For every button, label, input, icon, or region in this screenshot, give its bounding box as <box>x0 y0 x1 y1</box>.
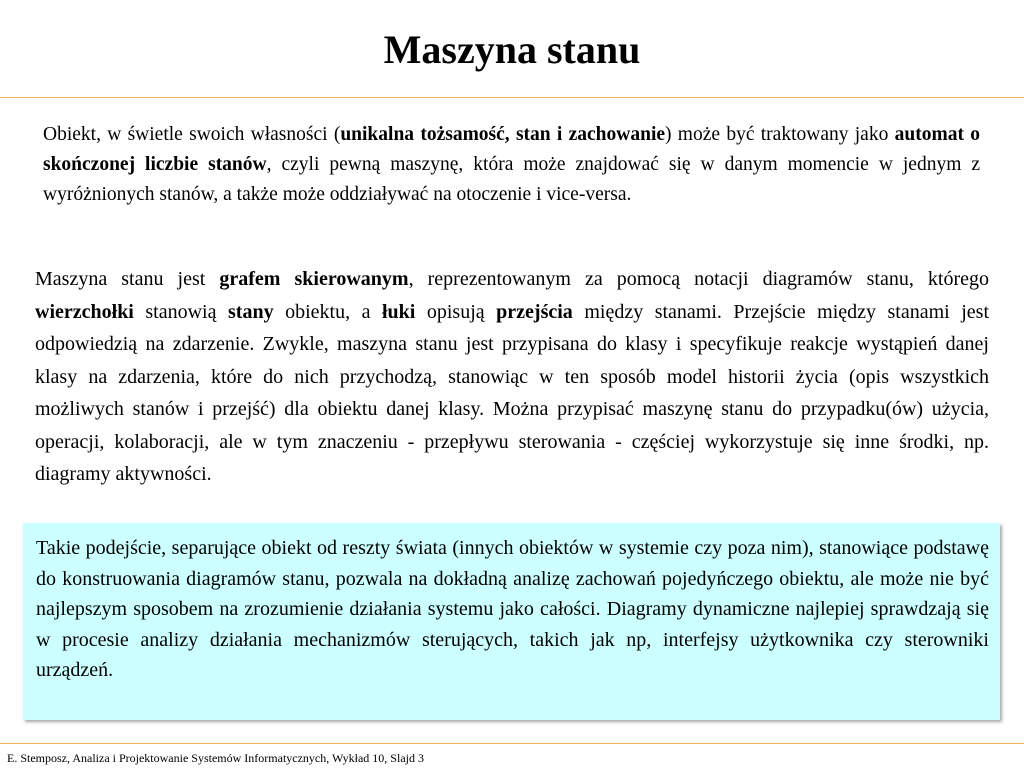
p2-text-3: stanowią <box>133 300 228 323</box>
p1-text-1: Obiekt, w świetle swoich własności ( <box>43 124 341 145</box>
p2-text-6: między stanami. Przejście między stanami jest odpowiedzią na zdarzenie. Zwykle, maszyna stanu jest przypisana do klasy i specyfikuje reakcje wystąpień danej klasy na zdarzenia, które do nich przychodzą, stanowiąc w ten sposób model historii życia (opis wszystkich możliwych stanów i przejść) dla obiektu danej klasy. Można przypisać maszynę stanu do przypadku(ów) użycia, operacji, kolaboracji, ale w tym znaczeniu - przepływu sterowania - częściej wykorzystuje się inne środki, np. diagramy aktywności. <box>35 300 990 485</box>
bottom-divider <box>0 743 1024 744</box>
slide-title: Maszyna stanu <box>383 27 641 72</box>
p2-bold-1: grafem skierowanym <box>219 268 409 290</box>
p2-bold-3: stany <box>228 300 274 323</box>
p1-bold-1: unikalna tożsamość, stan i zachowanie <box>340 124 666 145</box>
p1-text-3: , czyli pewną maszynę, która może znajdować się w danym momencie w jednym z wyróżnionych stanów, a także może oddziaływać na otoczenie i vice-versa. <box>43 154 980 205</box>
top-divider <box>0 97 1024 98</box>
p2-bold-2: wierzchołki <box>35 300 134 323</box>
p2-text-4: obiektu, a <box>273 300 382 323</box>
highlight-box <box>23 523 1000 720</box>
p1-bold-2: automat o skończonej liczbie stanów <box>43 124 980 175</box>
paragraph-state-machine <box>35 263 989 491</box>
p1-text-2: ) może być traktowany jako <box>665 124 895 145</box>
p2-bold-5: przejścia <box>496 300 573 323</box>
p2-text-5: opisują <box>415 300 497 323</box>
slide-footer: E. Stemposz, Analiza i Projektowanie Systemów Informatycznych, Wykład 10, Slajd 3 <box>7 751 424 765</box>
p2-text-1: Maszyna stanu jest <box>35 268 220 290</box>
paragraph-approach: Takie podejście, separujące obiekt od reszty świata (innych obiektów w systemie czy poza nim), stanowiące podstawę do konstruowania diagramów stanu, pozwala na dokładną analizę zachowań pojedyńczego obiektu, ale może nie być najlepszym sposobem na zrozumienie działania systemu jako całości. Diagramy dynamiczne najlepiej sprawdzają się w procesie analizy działania mechanizmów sterujących, takich jak np, interfejsy użytkownika czy sterowniki urządzeń. <box>36 537 989 681</box>
p2-bold-4: łuki <box>382 300 416 323</box>
p2-text-2: , reprezentowanym za pomocą notacji diagramów stanu, którego <box>408 268 990 290</box>
paragraph-object-definition <box>43 120 980 210</box>
